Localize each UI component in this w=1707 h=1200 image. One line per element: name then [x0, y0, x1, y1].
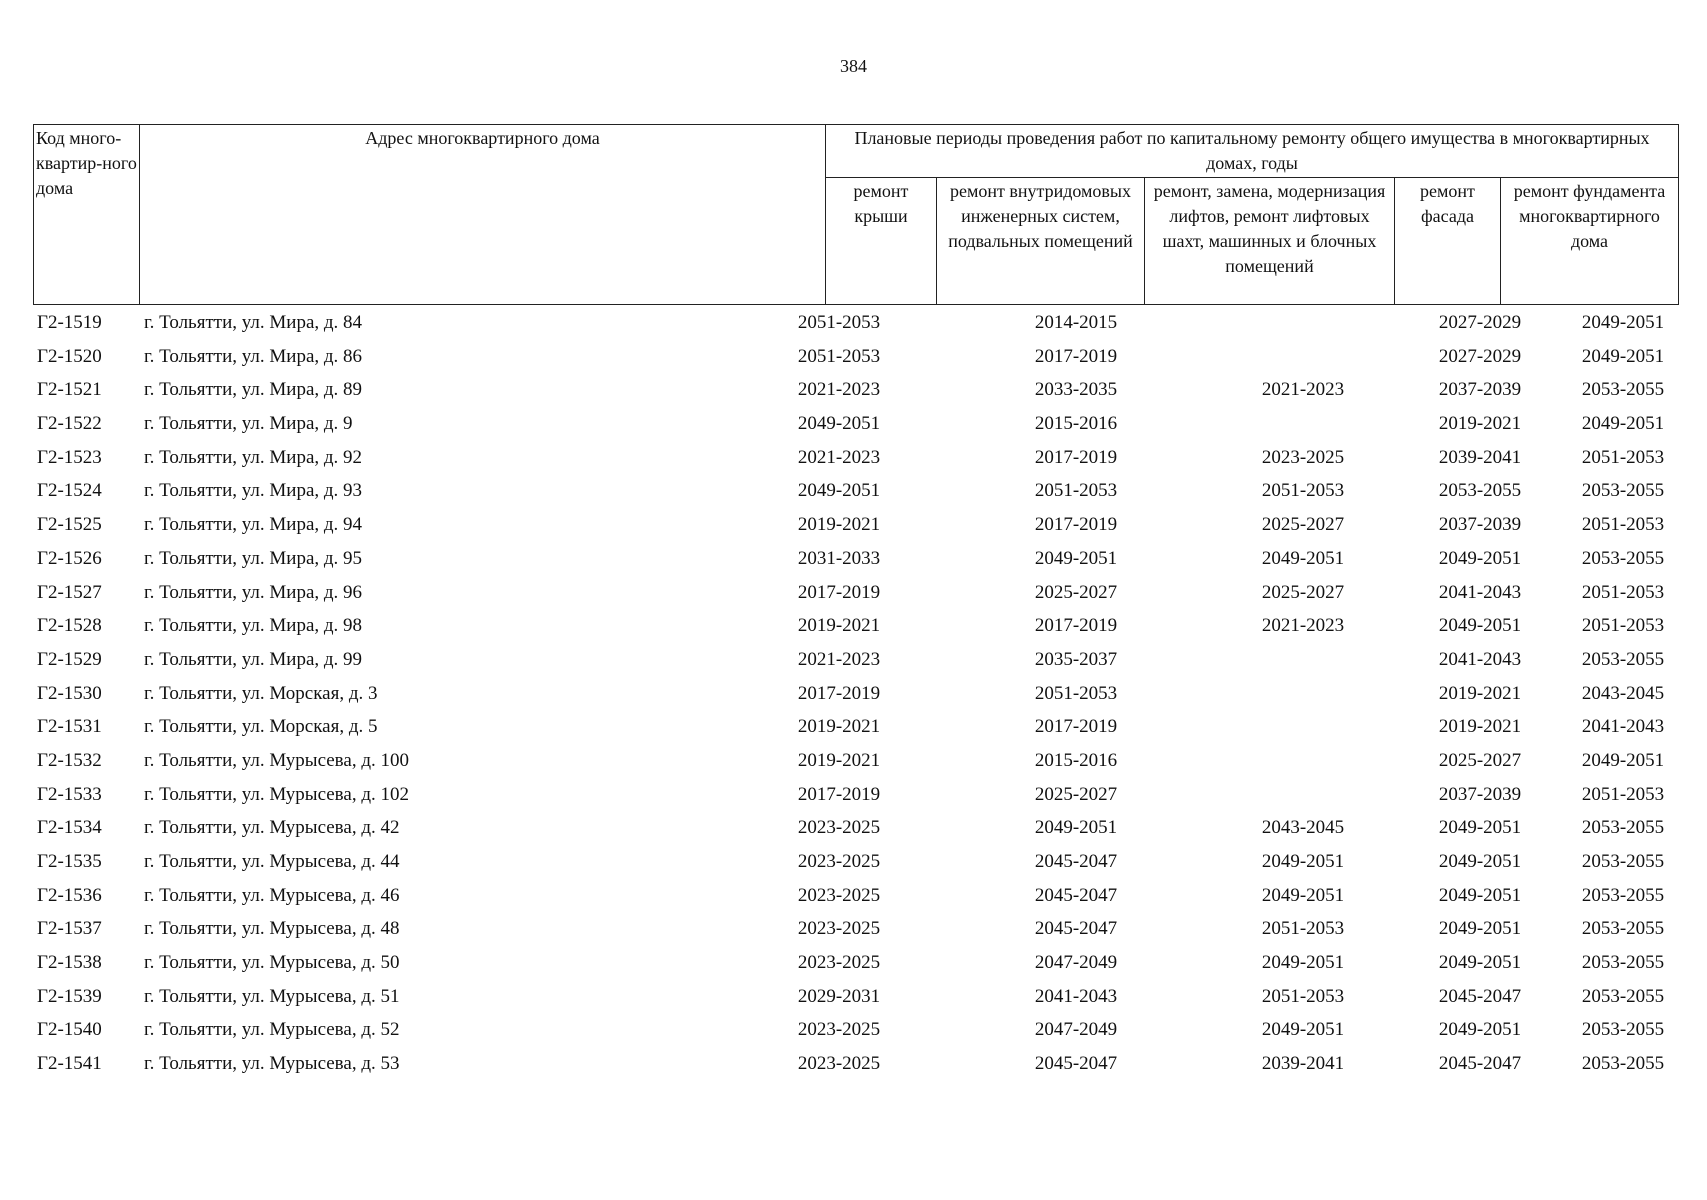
- header-roof: ремонт крыши: [826, 178, 937, 305]
- cell-elevators: 2025-2027: [1261, 514, 1345, 536]
- cell-roof: 2021-2023: [797, 648, 881, 670]
- cell-roof: 2023-2025: [797, 918, 881, 940]
- cell-address: г. Тольятти, ул. Мира, д. 9: [144, 413, 353, 435]
- cell-engineering: 2035-2037: [1034, 648, 1118, 670]
- cell-address: г. Тольятти, ул. Мира, д. 86: [144, 345, 363, 367]
- cell-engineering: 2033-2035: [1034, 379, 1118, 401]
- cell-elevators: 2049-2051: [1261, 547, 1345, 569]
- cell-engineering: 2041-2043: [1034, 985, 1118, 1007]
- cell-elevators: 2051-2053: [1261, 985, 1345, 1007]
- table-row: [33, 845, 1678, 879]
- cell-address: г. Тольятти, ул. Мурысева, д. 52: [144, 1019, 400, 1041]
- cell-foundation: 2049-2051: [1581, 749, 1665, 771]
- cell-elevators: 2049-2051: [1261, 952, 1345, 974]
- cell-engineering: 2045-2047: [1034, 884, 1118, 906]
- cell-foundation: 2053-2055: [1581, 1053, 1665, 1075]
- cell-address: г. Тольятти, ул. Мира, д. 94: [144, 514, 363, 536]
- cell-roof: 2019-2021: [797, 749, 881, 771]
- cell-facade: 2027-2029: [1438, 345, 1522, 367]
- cell-engineering: 2017-2019: [1034, 716, 1118, 738]
- header-engineering: ремонт внутридомовых инженерных систем, подвальных помещений: [937, 178, 1145, 305]
- table-row: [33, 441, 1678, 475]
- cell-foundation: 2041-2043: [1581, 716, 1665, 738]
- cell-code: Г2-1529: [37, 648, 102, 670]
- cell-address: г. Тольятти, ул. Мира, д. 84: [144, 312, 363, 333]
- cell-foundation: 2051-2053: [1581, 783, 1665, 805]
- cell-roof: 2019-2021: [797, 615, 881, 637]
- cell-elevators: 2021-2023: [1261, 379, 1345, 401]
- table-row: [33, 1013, 1678, 1047]
- header-periods: Плановые периоды проведения работ по капитальному ремонту общего имущества в многоквартирных домах, годы: [826, 125, 1679, 178]
- cell-engineering: 2025-2027: [1034, 581, 1118, 603]
- cell-foundation: 2049-2051: [1581, 345, 1665, 367]
- table-body: [33, 306, 1678, 1081]
- cell-roof: 2023-2025: [797, 884, 881, 906]
- cell-roof: 2023-2025: [797, 952, 881, 974]
- cell-roof: 2021-2023: [797, 379, 881, 401]
- table-header: [33, 124, 1679, 305]
- cell-foundation: 2053-2055: [1581, 379, 1665, 401]
- cell-engineering: 2014-2015: [1034, 312, 1118, 333]
- cell-address: г. Тольятти, ул. Мурысева, д. 100: [144, 749, 409, 771]
- cell-roof: 2023-2025: [797, 1053, 881, 1075]
- cell-engineering: 2049-2051: [1034, 547, 1118, 569]
- cell-foundation: 2053-2055: [1581, 817, 1665, 839]
- cell-code: Г2-1519: [37, 312, 102, 333]
- cell-elevators: 2049-2051: [1261, 851, 1345, 872]
- table-row: [33, 373, 1678, 407]
- table-row: [33, 542, 1678, 576]
- cell-facade: 2049-2051: [1438, 918, 1522, 940]
- cell-address: г. Тольятти, ул. Морская, д. 5: [144, 716, 378, 738]
- cell-elevators: 2021-2023: [1261, 615, 1345, 637]
- cell-address: г. Тольятти, ул. Мира, д. 89: [144, 379, 363, 401]
- cell-roof: 2017-2019: [797, 581, 881, 603]
- cell-foundation: 2043-2045: [1581, 682, 1665, 704]
- cell-facade: 2037-2039: [1438, 783, 1522, 805]
- cell-roof: 2029-2031: [797, 985, 881, 1007]
- table-row: [33, 508, 1678, 542]
- cell-code: Г2-1532: [37, 749, 102, 771]
- cell-engineering: 2017-2019: [1034, 345, 1118, 367]
- cell-foundation: 2053-2055: [1581, 1019, 1665, 1041]
- cell-facade: 2049-2051: [1438, 817, 1522, 839]
- cell-facade: 2019-2021: [1438, 413, 1522, 435]
- cell-engineering: 2045-2047: [1034, 1053, 1118, 1075]
- table-row: [33, 677, 1678, 711]
- table-row: [33, 710, 1678, 744]
- cell-address: г. Тольятти, ул. Мурысева, д. 44: [144, 851, 400, 872]
- cell-code: Г2-1533: [37, 783, 102, 805]
- cell-engineering: 2047-2049: [1034, 1019, 1118, 1041]
- cell-foundation: 2051-2053: [1581, 615, 1665, 637]
- cell-elevators: 2049-2051: [1261, 1019, 1345, 1041]
- cell-address: г. Тольятти, ул. Мурысева, д. 48: [144, 918, 400, 940]
- cell-engineering: 2015-2016: [1034, 413, 1118, 435]
- cell-roof: 2021-2023: [797, 446, 881, 468]
- cell-roof: 2031-2033: [797, 547, 881, 569]
- table-row: [33, 407, 1678, 441]
- header-address: Адрес многоквартирного дома: [140, 125, 826, 305]
- cell-roof: 2051-2053: [797, 312, 881, 333]
- cell-address: г. Тольятти, ул. Морская, д. 3: [144, 682, 378, 704]
- cell-elevators: 2051-2053: [1261, 480, 1345, 502]
- header-code: Код много-квартир-ного дома: [34, 125, 140, 305]
- cell-engineering: 2049-2051: [1034, 817, 1118, 839]
- cell-address: г. Тольятти, ул. Мурысева, д. 42: [144, 817, 400, 839]
- header-foundation: ремонт фундамента многоквартирного дома: [1501, 178, 1679, 305]
- cell-elevators: 2049-2051: [1261, 884, 1345, 906]
- page-number: 384: [840, 56, 867, 76]
- table-row: [33, 912, 1678, 946]
- table-row: [33, 744, 1678, 778]
- cell-address: г. Тольятти, ул. Мира, д. 99: [144, 648, 363, 670]
- table-row: [33, 643, 1678, 677]
- cell-code: Г2-1523: [37, 446, 102, 468]
- cell-code: Г2-1522: [37, 413, 102, 435]
- cell-facade: 2041-2043: [1438, 648, 1522, 670]
- cell-facade: 2049-2051: [1438, 952, 1522, 974]
- cell-code: Г2-1531: [37, 716, 102, 738]
- cell-address: г. Тольятти, ул. Мира, д. 95: [144, 547, 363, 569]
- cell-engineering: 2015-2016: [1034, 749, 1118, 771]
- cell-facade: 2037-2039: [1438, 514, 1522, 536]
- cell-foundation: 2053-2055: [1581, 547, 1665, 569]
- cell-facade: 2049-2051: [1438, 547, 1522, 569]
- cell-facade: 2049-2051: [1438, 884, 1522, 906]
- cell-code: Г2-1536: [37, 884, 102, 906]
- cell-facade: 2025-2027: [1438, 749, 1522, 771]
- cell-roof: 2023-2025: [797, 851, 881, 872]
- cell-facade: 2049-2051: [1438, 1019, 1522, 1041]
- cell-roof: 2049-2051: [797, 413, 881, 435]
- cell-engineering: 2017-2019: [1034, 514, 1118, 536]
- cell-code: Г2-1530: [37, 682, 102, 704]
- cell-roof: 2023-2025: [797, 817, 881, 839]
- cell-address: г. Тольятти, ул. Мира, д. 96: [144, 581, 363, 603]
- cell-foundation: 2051-2053: [1581, 446, 1665, 468]
- table-row: [33, 609, 1678, 643]
- cell-facade: 2049-2051: [1438, 851, 1522, 872]
- cell-facade: 2037-2039: [1438, 379, 1522, 401]
- cell-code: Г2-1520: [37, 345, 102, 367]
- cell-roof: 2051-2053: [797, 345, 881, 367]
- cell-facade: 2039-2041: [1438, 446, 1522, 468]
- table-row: [33, 980, 1678, 1014]
- table-row: [33, 306, 1678, 340]
- cell-engineering: 2051-2053: [1034, 682, 1118, 704]
- cell-foundation: 2051-2053: [1581, 514, 1665, 536]
- cell-engineering: 2047-2049: [1034, 952, 1118, 974]
- cell-elevators: 2039-2041: [1261, 1053, 1345, 1075]
- cell-code: Г2-1538: [37, 952, 102, 974]
- cell-address: г. Тольятти, ул. Мурысева, д. 53: [144, 1053, 400, 1075]
- cell-foundation: 2053-2055: [1581, 884, 1665, 906]
- cell-address: г. Тольятти, ул. Мурысева, д. 46: [144, 884, 400, 906]
- cell-facade: 2019-2021: [1438, 716, 1522, 738]
- cell-engineering: 2025-2027: [1034, 783, 1118, 805]
- cell-code: Г2-1525: [37, 514, 102, 536]
- cell-address: г. Тольятти, ул. Мурысева, д. 102: [144, 783, 409, 805]
- cell-code: Г2-1521: [37, 379, 102, 401]
- cell-address: г. Тольятти, ул. Мира, д. 98: [144, 615, 363, 637]
- cell-elevators: 2051-2053: [1261, 918, 1345, 940]
- cell-code: Г2-1539: [37, 985, 102, 1007]
- table-row: [33, 576, 1678, 610]
- table-row: [33, 340, 1678, 374]
- cell-roof: 2049-2051: [797, 480, 881, 502]
- cell-foundation: 2053-2055: [1581, 985, 1665, 1007]
- cell-facade: 2049-2051: [1438, 615, 1522, 637]
- cell-facade: 2045-2047: [1438, 985, 1522, 1007]
- cell-roof: 2017-2019: [797, 783, 881, 805]
- cell-code: Г2-1540: [37, 1019, 102, 1041]
- cell-code: Г2-1535: [37, 851, 102, 872]
- cell-code: Г2-1528: [37, 615, 102, 637]
- cell-engineering: 2051-2053: [1034, 480, 1118, 502]
- header-facade: ремонт фасада: [1395, 178, 1501, 305]
- table-row: [33, 879, 1678, 913]
- cell-code: Г2-1537: [37, 918, 102, 940]
- cell-facade: 2053-2055: [1438, 480, 1522, 502]
- cell-elevators: 2023-2025: [1261, 446, 1345, 468]
- cell-engineering: 2045-2047: [1034, 918, 1118, 940]
- cell-foundation: 2053-2055: [1581, 648, 1665, 670]
- cell-foundation: 2053-2055: [1581, 952, 1665, 974]
- cell-code: Г2-1524: [37, 480, 102, 502]
- cell-foundation: 2053-2055: [1581, 851, 1665, 872]
- cell-foundation: 2053-2055: [1581, 918, 1665, 940]
- cell-engineering: 2045-2047: [1034, 851, 1118, 872]
- cell-roof: 2023-2025: [797, 1019, 881, 1041]
- table-row: [33, 778, 1678, 812]
- cell-facade: 2027-2029: [1438, 312, 1522, 333]
- table-row: [33, 474, 1678, 508]
- cell-facade: 2019-2021: [1438, 682, 1522, 704]
- cell-elevators: 2043-2045: [1261, 817, 1345, 839]
- cell-foundation: 2051-2053: [1581, 581, 1665, 603]
- cell-roof: 2019-2021: [797, 716, 881, 738]
- cell-address: г. Тольятти, ул. Мира, д. 92: [144, 446, 363, 468]
- cell-engineering: 2017-2019: [1034, 446, 1118, 468]
- cell-code: Г2-1526: [37, 547, 102, 569]
- table-row: [33, 811, 1678, 845]
- cell-address: г. Тольятти, ул. Мурысева, д. 51: [144, 985, 400, 1007]
- cell-foundation: 2049-2051: [1581, 312, 1665, 333]
- cell-engineering: 2017-2019: [1034, 615, 1118, 637]
- header-elevators: ремонт, замена, модернизация лифтов, ремонт лифтовых шахт, машинных и блочных помещений: [1145, 178, 1395, 305]
- cell-address: г. Тольятти, ул. Мурысева, д. 50: [144, 952, 400, 974]
- cell-code: Г2-1541: [37, 1053, 102, 1075]
- cell-address: г. Тольятти, ул. Мира, д. 93: [144, 480, 363, 502]
- cell-code: Г2-1527: [37, 581, 102, 603]
- cell-roof: 2019-2021: [797, 514, 881, 536]
- cell-elevators: 2025-2027: [1261, 581, 1345, 603]
- cell-facade: 2045-2047: [1438, 1053, 1522, 1075]
- cell-foundation: 2049-2051: [1581, 413, 1665, 435]
- table-row: [33, 946, 1678, 980]
- cell-foundation: 2053-2055: [1581, 480, 1665, 502]
- cell-facade: 2041-2043: [1438, 581, 1522, 603]
- table-row: [33, 1047, 1678, 1081]
- cell-code: Г2-1534: [37, 817, 102, 839]
- cell-roof: 2017-2019: [797, 682, 881, 704]
